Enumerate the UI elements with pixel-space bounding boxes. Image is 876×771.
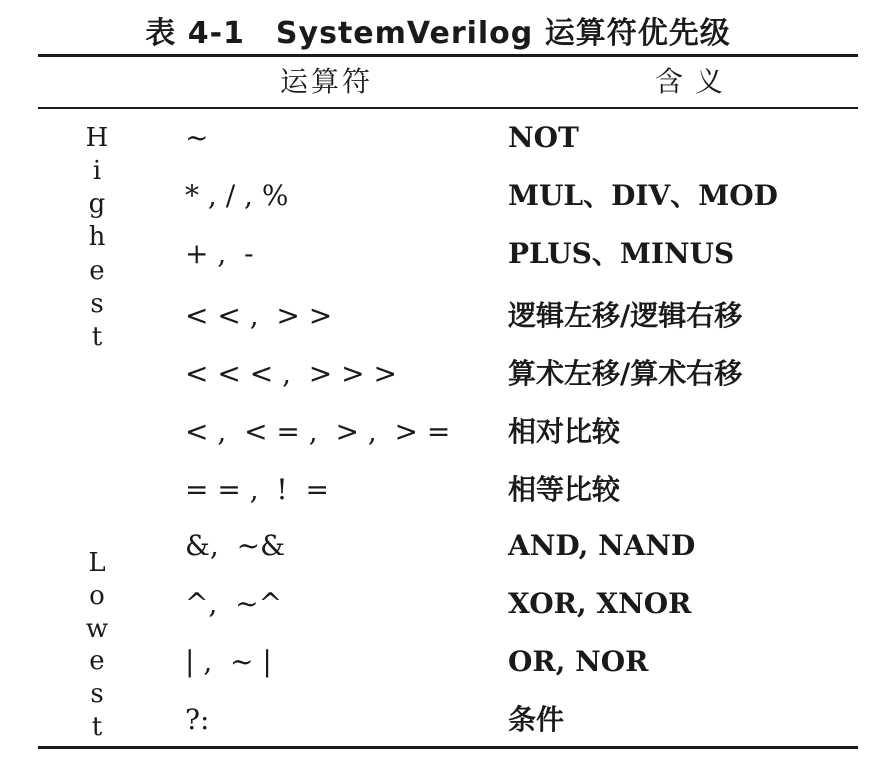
highest-letter: s [90,288,104,319]
operator-cell: < < , > > [185,299,333,332]
table-row [0,176,876,220]
lowest-letter: s [90,679,104,710]
meaning-cell: NOT [508,121,579,154]
operator-cell: ^, ~^ [185,587,283,620]
meaning-cell: XOR, XNOR [508,587,692,620]
table-caption: 表 4-1 SystemVerilog 运算符优先级 [145,16,731,51]
highest-letter: e [89,255,105,286]
operator-cell: ~ [185,121,209,154]
meaning-cell: 相对比较 [508,415,621,448]
meaning-cell: 条件 [508,703,565,736]
meaning-cell: 逻辑左移/逻辑右移 [508,299,743,332]
header-meaning: 含义 [655,65,736,98]
meaning-cell: OR, NOR [508,645,649,678]
table-row [0,580,876,624]
table-row [0,470,876,510]
table-row [0,234,876,274]
highest-letter: i [92,156,102,187]
operator-cell: ?: [185,703,210,736]
table-row [0,412,876,452]
header-rule [38,107,858,109]
operator-cell: &, ~& [185,529,286,562]
highest-letter: H [85,123,109,153]
table-row [0,700,876,740]
operator-cell: < , < = , > , > = [185,415,451,448]
top-rule [38,54,858,57]
table-row [0,354,876,394]
operator-cell: < < < , > > > [185,357,397,390]
meaning-cell: PLUS、MINUS [508,237,735,270]
meaning-cell: 算术左移/算术右移 [508,357,743,390]
table-row [0,642,876,682]
header-operator: 运算符 [280,65,374,98]
operator-cell: + , - [185,237,254,270]
lowest-letter: t [91,711,103,742]
operator-cell: | , ~ | [185,645,272,678]
bottom-rule [38,746,858,749]
meaning-cell: AND, NAND [508,529,696,562]
operator-cell: = = , ! = [185,473,329,506]
meaning-cell: MUL、DIV、MOD [508,179,778,212]
highest-letter: g [88,189,106,220]
table-row [0,118,876,158]
meaning-cell: 相等比较 [508,473,621,506]
lowest-letter: e [89,646,105,677]
lowest-letter: o [89,580,105,611]
table-row [0,296,876,336]
highest-letter: t [91,321,103,352]
highest-letter: h [88,222,106,253]
lowest-letter: L [88,548,106,578]
lowest-letter: w [85,613,109,644]
table-row [0,526,876,566]
operator-cell: * , / , % [185,179,289,212]
